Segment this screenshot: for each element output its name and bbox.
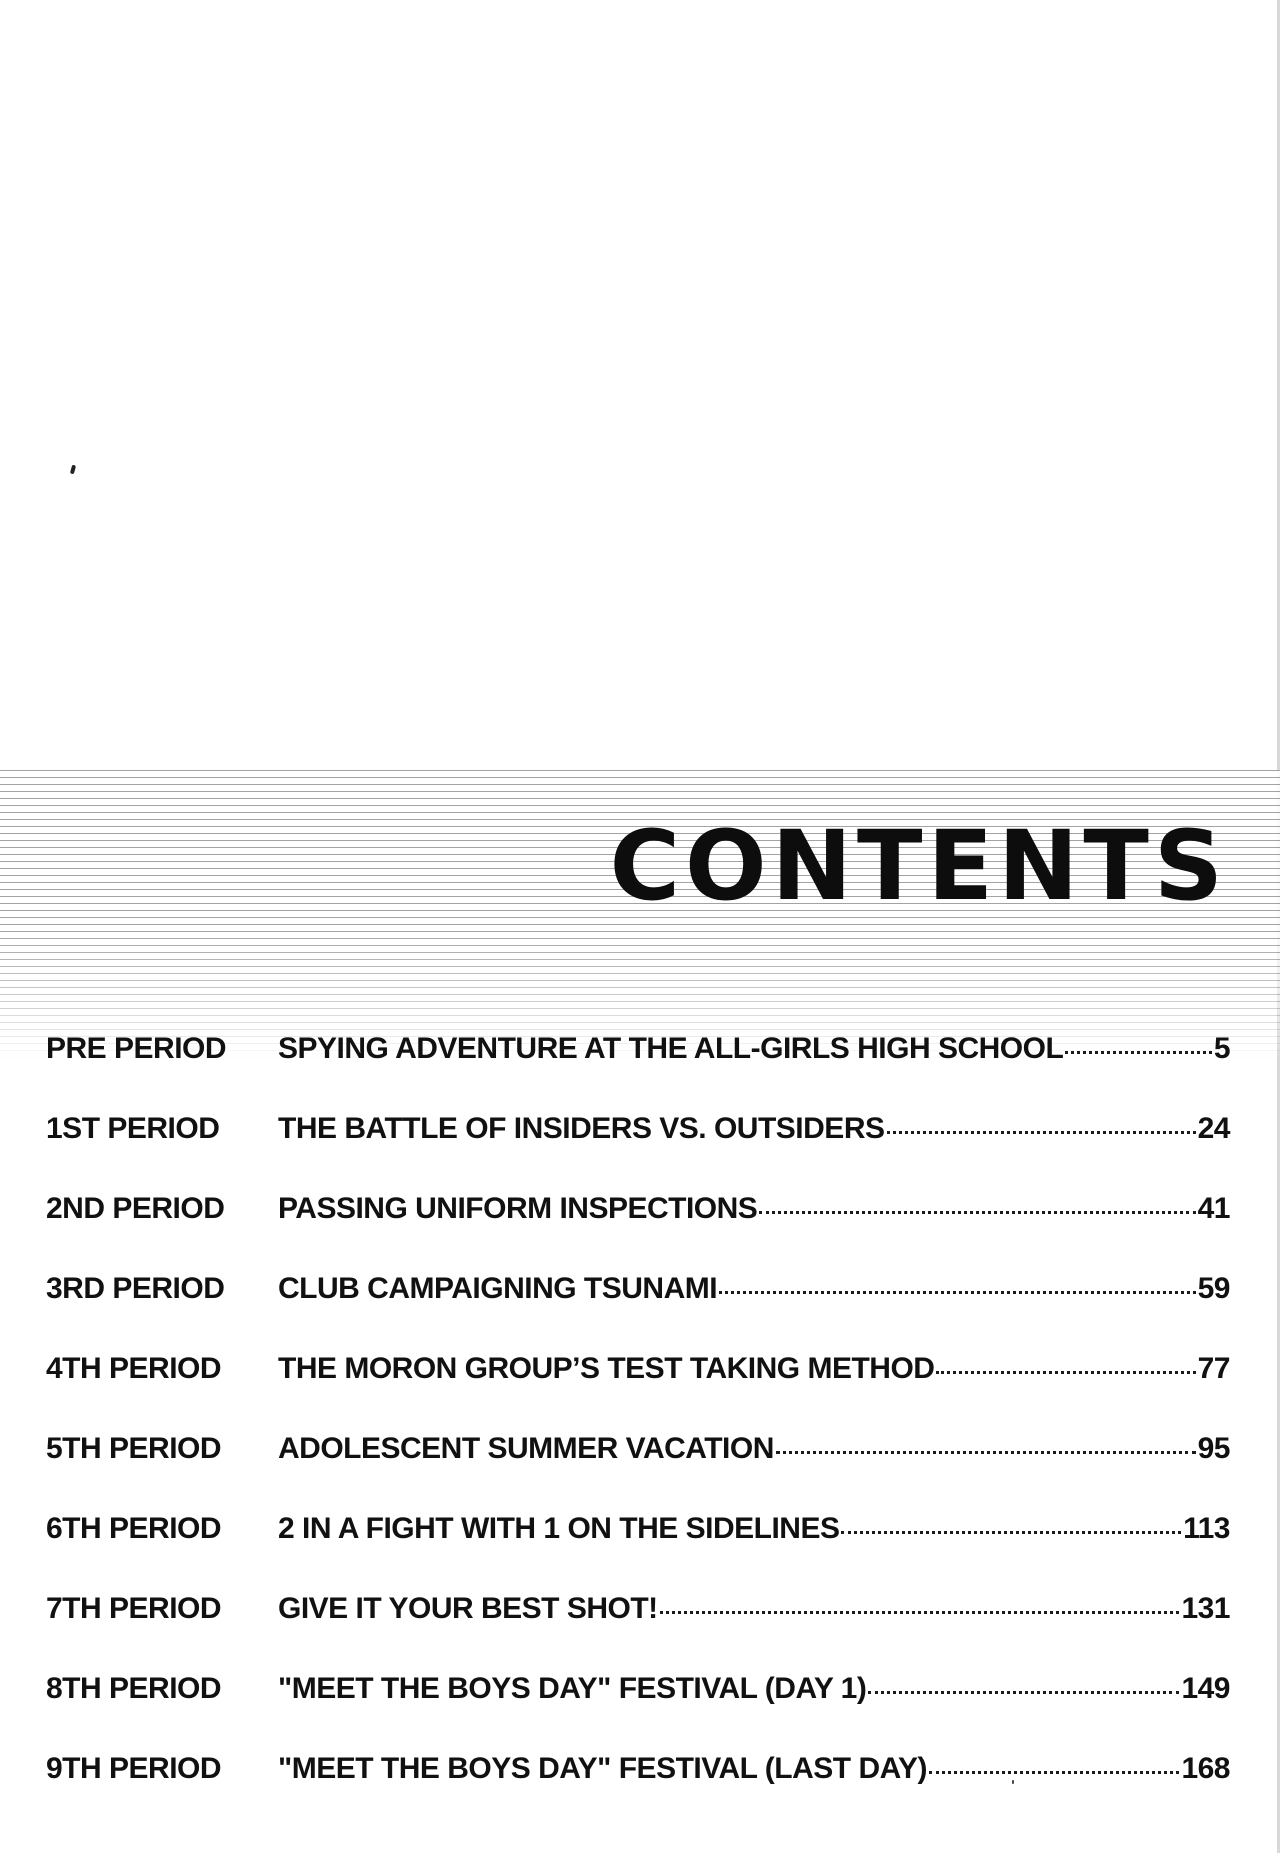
toc-dot-leader bbox=[759, 1211, 1195, 1214]
toc-dot-leader bbox=[936, 1371, 1195, 1374]
toc-period-label: 5TH PERIOD bbox=[46, 1432, 222, 1465]
toc-entry[interactable] bbox=[46, 1352, 1230, 1432]
toc-chapter-title: "MEET THE BOYS DAY" FESTIVAL (DAY 1) bbox=[278, 1672, 867, 1705]
toc-page-number: 77 bbox=[1197, 1352, 1230, 1385]
toc-entry[interactable] bbox=[46, 1112, 1230, 1192]
toc-page-number: 59 bbox=[1197, 1272, 1230, 1305]
toc-chapter-title: 2 IN A FIGHT WITH 1 ON THE SIDELINES bbox=[278, 1512, 840, 1545]
toc-entry[interactable] bbox=[46, 1592, 1230, 1672]
toc-entry[interactable] bbox=[46, 1512, 1230, 1592]
toc-period-label: 2ND PERIOD bbox=[46, 1192, 225, 1225]
toc-chapter-title: PASSING UNIFORM INSPECTIONS bbox=[278, 1192, 758, 1225]
scan-speck bbox=[70, 465, 76, 475]
toc-entry[interactable] bbox=[46, 1032, 1230, 1112]
toc-entry[interactable] bbox=[46, 1272, 1230, 1352]
toc-page-number: 41 bbox=[1197, 1192, 1230, 1225]
toc-dot-leader bbox=[776, 1451, 1196, 1454]
toc-period-label: 9TH PERIOD bbox=[46, 1752, 222, 1785]
toc-entry[interactable] bbox=[46, 1432, 1230, 1512]
toc-chapter-title: "MEET THE BOYS DAY" FESTIVAL (LAST DAY) bbox=[278, 1752, 928, 1785]
toc-period-label: 3RD PERIOD bbox=[46, 1272, 225, 1305]
toc-chapter-title: THE MORON GROUP’S TEST TAKING METHOD bbox=[278, 1352, 935, 1385]
toc-page-number: 149 bbox=[1181, 1672, 1230, 1705]
toc-page-number: 5 bbox=[1213, 1032, 1230, 1065]
toc-dot-leader bbox=[841, 1531, 1181, 1534]
toc-entry[interactable] bbox=[46, 1752, 1230, 1832]
toc-dot-leader bbox=[660, 1611, 1180, 1614]
toc-dot-leader bbox=[868, 1691, 1179, 1694]
toc-entry[interactable] bbox=[46, 1192, 1230, 1272]
toc-page-number: 168 bbox=[1181, 1752, 1230, 1785]
toc-page-number: 95 bbox=[1197, 1432, 1230, 1465]
toc-period-label: 4TH PERIOD bbox=[46, 1352, 222, 1385]
toc-chapter-title: CLUB CAMPAIGNING TSUNAMI bbox=[278, 1272, 718, 1305]
toc-period-label: 8TH PERIOD bbox=[46, 1672, 222, 1705]
toc-page-number: 24 bbox=[1197, 1112, 1230, 1145]
toc-chapter-title: SPYING ADVENTURE AT THE ALL-GIRLS HIGH SCHOOL bbox=[278, 1032, 1064, 1065]
toc-page-number: 113 bbox=[1183, 1512, 1230, 1545]
page-title: CONTENTS bbox=[609, 810, 1228, 922]
toc-chapter-title: GIVE IT YOUR BEST SHOT! bbox=[278, 1592, 658, 1625]
toc-period-label: 6TH PERIOD bbox=[46, 1512, 222, 1545]
toc-dot-leader bbox=[929, 1771, 1179, 1774]
toc-entry[interactable] bbox=[46, 1672, 1230, 1752]
toc-dot-leader bbox=[719, 1291, 1196, 1294]
toc-period-label: 7TH PERIOD bbox=[46, 1592, 222, 1625]
toc-dot-leader bbox=[887, 1131, 1196, 1134]
toc-page-number: 131 bbox=[1181, 1592, 1230, 1625]
toc-chapter-title: THE BATTLE OF INSIDERS VS. OUTSIDERS bbox=[278, 1112, 885, 1145]
table-of-contents bbox=[46, 1032, 1230, 1832]
toc-period-label: 1ST PERIOD bbox=[46, 1112, 220, 1145]
toc-dot-leader bbox=[1065, 1051, 1212, 1054]
toc-period-label: PRE PERIOD bbox=[46, 1032, 227, 1065]
toc-chapter-title: ADOLESCENT SUMMER VACATION bbox=[278, 1432, 774, 1465]
